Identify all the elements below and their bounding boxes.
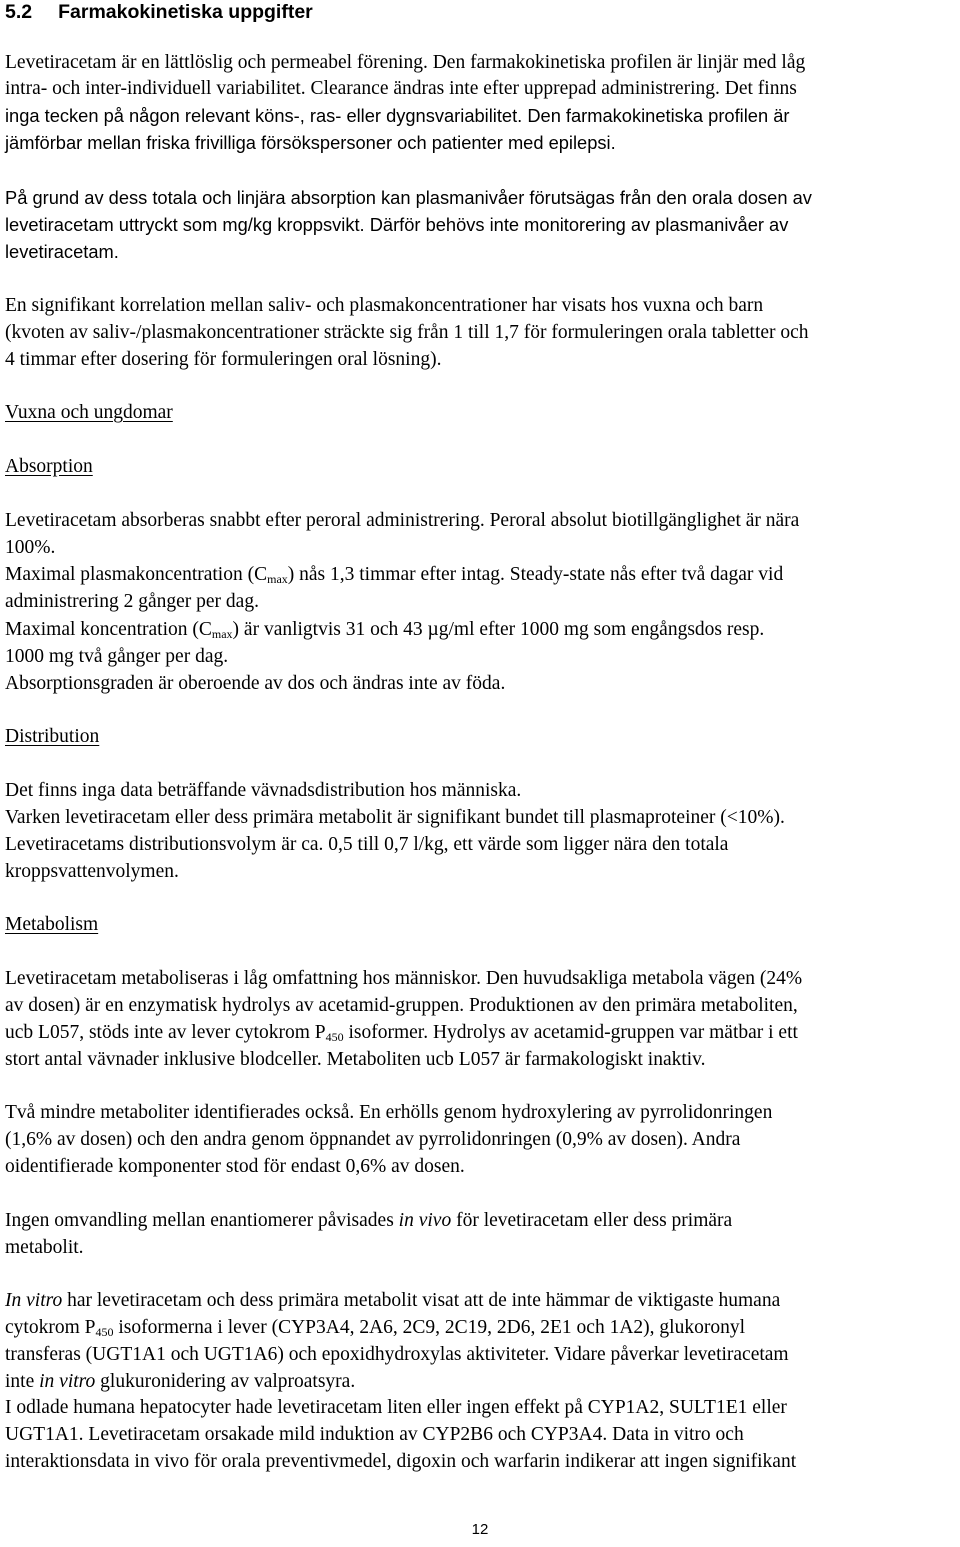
text-line: transferas (UGT1A1 och UGT1A6) och epoxidhydroxylas aktiviteter. Vidare påverkar levetiracetam	[5, 1344, 789, 1365]
text-line: interaktionsdata in vivo för orala preventivmedel, digoxin och warfarin indikerar att ingen signifikant	[5, 1451, 797, 1472]
text-line: (1,6% av dosen) och den andra genom öppnandet av pyrrolidonringen (0,9% av dosen). Andra	[5, 1129, 741, 1150]
text-line: Levetiracetam är en lättlöslig och permeabel förening. Den farmakokinetiska profilen är linjär med låg	[5, 52, 806, 73]
text-line: levetiracetam.	[5, 241, 119, 262]
text-line: (kvoten av saliv-/plasmakoncentrationer sträckte sig från 1 till 1,7 för formuleringen orala tabletter och	[5, 322, 809, 343]
text-segment: isoformerna i lever (CYP3A4, 2A6, 2C9, 2C19, 2D6, 2E1 och 1A2), glukoronyl	[113, 1317, 745, 1338]
text-line: Levetiracetam metaboliseras i låg omfattning hos människor. Den huvudsakliga metabola vägen (24%	[5, 968, 803, 989]
text-segment: har levetiracetam och dess primära metabolit visat att de inte hämmar de viktigaste humana	[62, 1290, 781, 1311]
text-segment: Maximal koncentration (C	[5, 619, 212, 640]
page-number: 12	[471, 1521, 489, 1538]
text-segment: inte	[5, 1371, 40, 1392]
text-line: av dosen) är en enzymatisk hydrolys av acetamid-gruppen. Produktionen av den primära metaboliten,	[5, 995, 798, 1016]
text-segment: isoformer. Hydrolys av acetamid-gruppen var mätbar i ett	[343, 1022, 798, 1043]
text-segment: ucb L057, stöds inte av lever cytokrom P	[5, 1022, 326, 1043]
italic-term: In vitro	[5, 1290, 63, 1311]
text-line	[5, 1370, 355, 1394]
subscript: max	[267, 572, 288, 586]
text-segment: Ingen omvandling mellan enantiomerer påvisades	[5, 1210, 399, 1231]
text-line	[5, 1289, 780, 1313]
text-line: 1000 mg två gånger per dag.	[5, 646, 229, 667]
text-line: Det finns inga data beträffande vävnadsdistribution hos människa.	[5, 780, 522, 801]
text-line: På grund av dess totala och linjära absorption kan plasmanivåer förutsägas från den orala dosen av	[5, 187, 812, 208]
text-line: administrering 2 gånger per dag.	[5, 591, 259, 612]
text-line: levetiracetam uttryckt som mg/kg kroppsvikt. Därför behövs inte monitorering av plasmanivåer av	[5, 214, 789, 235]
text-line	[5, 563, 783, 591]
text-line: inga tecken på någon relevant köns-, ras- eller dygnsvariabilitet. Den farmakokinetiska profilen är	[5, 105, 790, 126]
text-line: UGT1A1. Levetiracetam orsakade mild induktion av CYP2B6 och CYP3A4. Data in vitro och	[5, 1424, 744, 1445]
text-line: kroppsvattenvolymen.	[5, 861, 179, 882]
text-segment: ) nås 1,3 timmar efter intag. Steady-state nås efter två dagar vid	[287, 564, 784, 585]
section-title: Farmakokinetiska uppgifter	[58, 1, 313, 23]
text-line: Varken levetiracetam eller dess primära metabolit är signifikant bundet till plasmaproteiner (<10%).	[5, 807, 785, 828]
section-heading	[5, 0, 313, 24]
text-line: jämförbar mellan friska frivilliga försökspersoner och patienter med epilepsi.	[5, 132, 616, 153]
subheading-adults: Vuxna och ungdomar	[5, 402, 173, 423]
subheading-distribution: Distribution	[5, 726, 100, 747]
text-line	[5, 618, 764, 646]
text-segment: för levetiracetam eller dess primära	[451, 1210, 733, 1231]
text-line: intra- och inter-individuell variabilitet. Clearance ändras inte efter upprepad administrering. Det finns	[5, 78, 797, 99]
text-line: Absorptionsgraden är oberoende av dos och ändras inte av föda.	[5, 673, 506, 694]
text-segment: ) är vanligtvis 31 och 43 µg/ml efter 1000 mg som engångsdos resp.	[232, 619, 765, 640]
text-segment: glukuronidering av valproatsyra.	[95, 1371, 356, 1392]
text-line	[5, 1209, 732, 1233]
italic-term: in vitro	[39, 1371, 96, 1392]
subscript: max	[211, 627, 233, 641]
text-line: Levetiracetam absorberas snabbt efter peroral administrering. Peroral absolut biotillgänglighet är nära	[5, 510, 800, 531]
section-number: 5.2	[5, 1, 33, 23]
text-line: 100%.	[5, 537, 56, 558]
subheading-metabolism: Metabolism	[5, 914, 99, 935]
subscript: 450	[95, 1325, 114, 1339]
text-line: oidentifierade komponenter stod för endast 0,6% av dosen.	[5, 1156, 465, 1177]
text-segment: Maximal plasmakoncentration (C	[5, 564, 268, 585]
text-line	[5, 1316, 745, 1344]
subheading-absorption: Absorption	[5, 456, 93, 477]
text-line: Levetiracetams distributionsvolym är ca. 0,5 till 0,7 l/kg, ett värde som ligger nära den totala	[5, 834, 729, 855]
italic-term: in vivo	[398, 1210, 452, 1231]
text-line: 4 timmar efter dosering för formuleringen oral lösning).	[5, 349, 442, 370]
text-line: Två mindre metaboliter identifierades också. En erhölls genom hydroxylering av pyrrolidonringen	[5, 1102, 773, 1123]
text-line: metabolit.	[5, 1237, 84, 1258]
text-line: En signifikant korrelation mellan saliv- och plasmakoncentrationer har visats hos vuxna och barn	[5, 295, 764, 316]
text-line: stort antal vävnader inklusive blodceller. Metaboliten ucb L057 är farmakologiskt inaktiv.	[5, 1049, 706, 1070]
subscript: 450	[325, 1030, 344, 1044]
text-line: I odlade humana hepatocyter hade levetiracetam liten eller ingen effekt på CYP1A2, SULT1E1 eller	[5, 1397, 787, 1418]
text-line	[5, 1021, 798, 1049]
text-segment: cytokrom P	[5, 1317, 96, 1338]
